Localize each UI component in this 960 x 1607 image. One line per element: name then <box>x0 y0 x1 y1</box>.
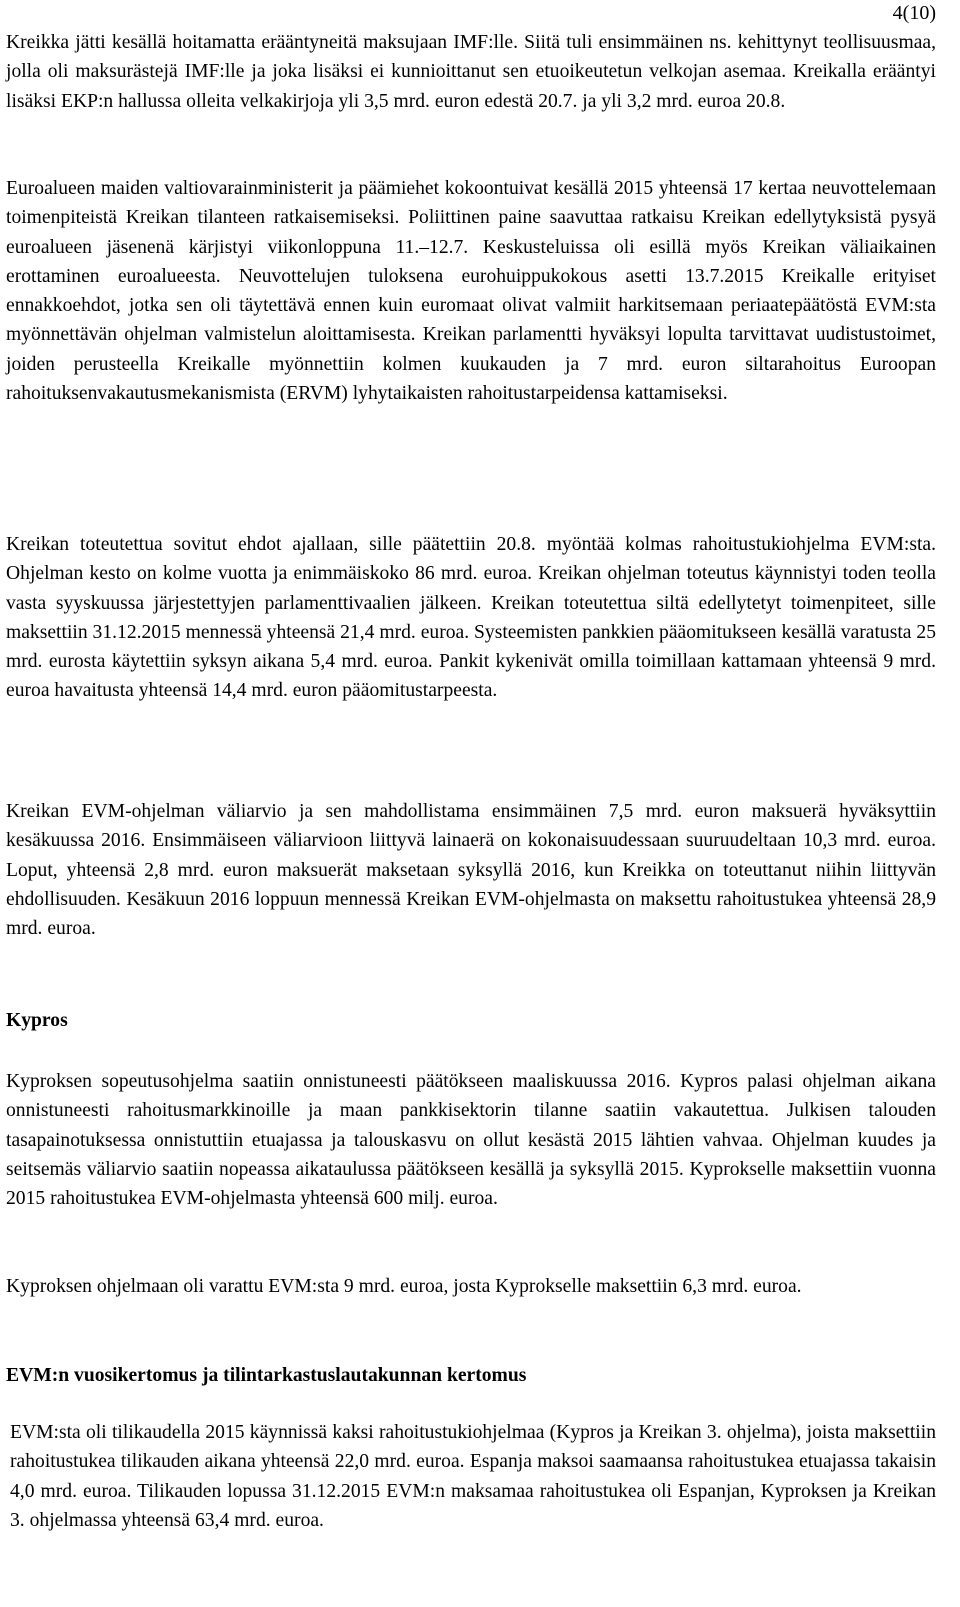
page-number: 4(10) <box>892 2 936 24</box>
paragraph-third-programme: Kreikan toteutettua sovitut ehdot ajallaan, sille päätettiin 20.8. myöntää kolmas rahoitustukiohjelma EVM:sta. Ohjelman kesto on kolme vuotta ja enimmäiskoko 86 mrd. euroa. Kreikan ohjelman toteutus käynnistyi toden teolla vasta syyskuussa järjestettyjen parlamenttivaalien jälkeen. Kreikan toteutettua siltä edellytetyt toimenpiteet, sille maksettiin 31.12.2015 mennessä yhteensä 21,4 mrd. euroa. Systeemisten pankkien pääomitukseen kesällä varatusta 25 mrd. eurosta käytettiin syksyn aikana 5,4 mrd. euroa. Pankit kykenivät omilla toimillaan kattamaan yhteensä 9 mrd. euroa havaitusta yhteensä 14,4 mrd. euron pääomitustarpeesta. <box>6 534 936 702</box>
paragraph-cyprus-programme: Kyproksen sopeutusohjelma saatiin onnistuneesti päätökseen maaliskuussa 2016. Kypros palasi ohjelman aikana onnistuneesti rahoitusmarkkinoille ja maan pankkisektorin tilanne saatiin vakautettua. Julkisen talouden tasapainotuksessa onnistuttiin etuajassa ja talouskasvu on ollut kesästä 2015 lähtien vahvaa. Ohjelman kuudes ja seitsemäs väliarvio saatiin nopeassa aikataulussa päätökseen kesällä ja syksyllä 2015. Kyprokselle maksettiin vuonna 2015 rahoitustukea EVM-ohjelmasta yhteensä 600 milj. euroa. <box>6 1071 936 1210</box>
section-heading-kypros: Kypros <box>6 1010 68 1031</box>
paragraph-eurozone-negotiations: Euroalueen maiden valtiovarainministerit ja päämiehet kokoontuivat kesällä 2015 yhteensä 17 kertaa neuvottelemaan toimenpiteistä Kreikan tilanteen ratkaisemiseksi. Poliittinen paine saavuttaa ratkaisu Kreikan edellytyksistä pysyä euroalueen jäsenenä kärjistyi viikonloppuna 11.–12.7. Keskusteluissa oli esillä myös Kreikan väliaikainen erottaminen euroalueesta. Neuvottelujen tuloksena eurohuippukokous asetti 13.7.2015 Kreikalle erityiset ennakkoehdot, jotka sen oli täytettävä ennen kuin euromaat olivat valmiit harkitsemaan periaatepäätöstä EVM:sta myönnettävän ohjelman valmistelun aloittamisesta. Kreikan parlamentti hyväksyi lopulta tarvittavat uudistustoimet, joiden perusteella Kreikalle myönnettiin kolmen kuukauden ja 7 mrd. euron siltarahoitus Euroopan rahoituksenvakautusmekanismista (ERVM) lyhytaikaisten rahoitustarpeidensa kattamiseksi. <box>6 178 936 405</box>
paragraph-programme-review: Kreikan EVM-ohjelman väliarvio ja sen mahdollistama ensimmäinen 7,5 mrd. euron maksuerä hyväksyttiin kesäkuussa 2016. Ensimmäiseen väliarvioon liittyvä lainaerä on kokonaisuudessaan suuruudeltaan 10,3 mrd. euroa. Loput, yhteensä 2,8 mrd. euron maksuerät maksetaan syksyllä 2016, kun Kreikka on toteuttanut niihin liittyvän ehdollisuuden. Kesäkuun 2016 loppuun mennessä Kreikan EVM-ohjelmasta on maksettu rahoitustukea yhteensä 28,9 mrd. euroa. <box>6 801 936 940</box>
paragraph-greece-imf-arrears: Kreikka jätti kesällä hoitamatta erääntyneitä maksujaan IMF:lle. Siitä tuli ensimmäinen ns. kehittynyt teollisuusmaa, jolla oli maksurästejä IMF:lle ja joka lisäksi ei kunnioittanut sen etuoikeutetun velkojan asemaa. Kreikalla erääntyi lisäksi EKP:n hallussa olleita velkakirjoja yli 3,5 mrd. euron edestä 20.7. ja yli 3,2 mrd. euroa 20.8. <box>6 32 936 112</box>
paragraph-evm-financial-year: EVM:sta oli tilikaudella 2015 käynnissä kaksi rahoitustukiohjelmaa (Kypros ja Kreikan 3. ohjelma), joista maksettiin rahoitustukea tilikauden aikana yhteensä 22,0 mrd. euroa. Espanja maksoi saamaansa rahoitustukea etuajassa takaisin 4,0 mrd. euroa. Tilikauden lopussa 31.12.2015 EVM:n maksamaa rahoitustukea oli Espanjan, Kyproksen ja Kreikan 3. ohjelmassa yhteensä 63,4 mrd. euroa. <box>10 1422 936 1531</box>
section-heading-evm-report: EVM:n vuosikertomus ja tilintarkastuslautakunnan kertomus <box>6 1365 527 1386</box>
paragraph-cyprus-allocation: Kyproksen ohjelmaan oli varattu EVM:sta 9 mrd. euroa, josta Kyprokselle maksettiin 6,3 mrd. euroa. <box>6 1276 802 1297</box>
